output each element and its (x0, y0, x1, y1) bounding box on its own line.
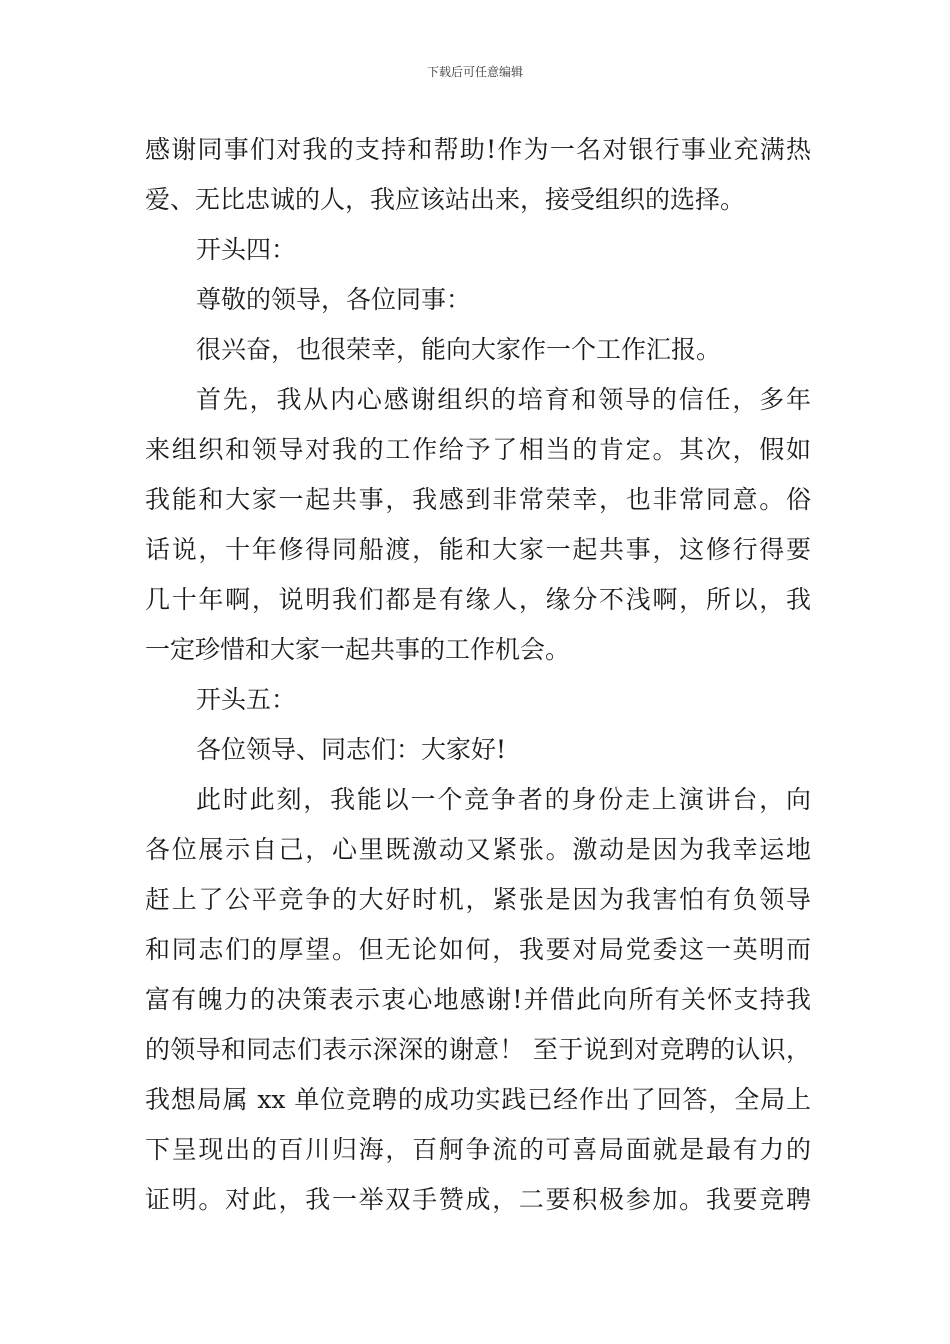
salutation: 尊敬的领导，各位同事： (196, 285, 472, 314)
section-heading: 开头五： (196, 685, 297, 714)
text-line: 此时此刻，我能以一个竞争者的身份走上演讲台，向 (196, 785, 811, 814)
text-line: 感谢同事们对我的支持和帮助!作为一名对银行事业充满热 (145, 135, 811, 164)
section-heading: 开头四： (196, 235, 297, 264)
text-line: 证明。对此，我一举双手赞成，二要积极参加。我要竞聘 (145, 1185, 811, 1214)
text-line: 几十年啊，说明我们都是有缘人，缘分不浅啊，所以，我 (145, 585, 811, 614)
text-line: 的领导和同志们表示深深的谢意！ 至于说到对竞聘的认识， (145, 1035, 811, 1064)
salutation: 各位领导、同志们：大家好! (196, 735, 507, 764)
text-line: 话说，十年修得同船渡，能和大家一起共事，这修行得要 (145, 535, 811, 564)
text-line: 首先，我从内心感谢组织的培育和领导的信任，多年 (196, 385, 811, 414)
text-line: 很兴奋，也很荣幸，能向大家作一个工作汇报。 (196, 335, 722, 364)
text-line: 下呈现出的百川归海，百舸争流的可喜局面就是最有力的 (145, 1135, 811, 1164)
text-line: 和同志们的厚望。但无论如何，我要对局党委这一英明而 (145, 935, 811, 964)
text-line: 一定珍惜和大家一起共事的工作机会。 (145, 635, 571, 664)
document-body (145, 125, 811, 1225)
text-line: 富有魄力的决策表示衷心地感谢!并借此向所有关怀支持我 (145, 985, 811, 1014)
text-line: 我想局属 xx 单位竞聘的成功实践已经作出了回答，全局上 (145, 1085, 811, 1114)
text-line: 我能和大家一起共事，我感到非常荣幸，也非常同意。俗 (145, 485, 811, 514)
text-line: 赶上了公平竞争的大好时机，紧张是因为我害怕有负领导 (145, 885, 811, 914)
page-header: 下载后可任意编辑 (426, 65, 523, 79)
text-line: 爱、无比忠诚的人，我应该站出来，接受组织的选择。 (145, 185, 746, 214)
text-line: 各位展示自己，心里既激动又紧张。激动是因为我幸运地 (145, 835, 811, 864)
text-line: 来组织和领导对我的工作给予了相当的肯定。其次，假如 (145, 435, 811, 464)
